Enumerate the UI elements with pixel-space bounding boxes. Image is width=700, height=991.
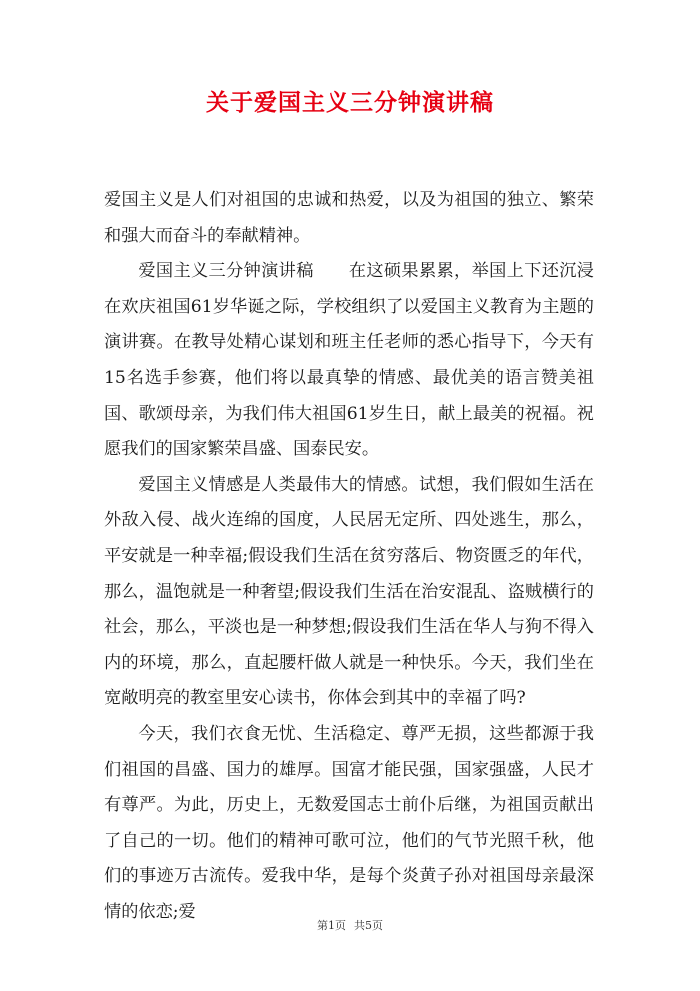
page-number: 第1页 (317, 919, 346, 932)
document-title: 关于爱国主义三分钟演讲稿 (206, 90, 494, 116)
paragraph-2: 爱国主义三分钟演讲稿 在这硕果累累，举国上下还沉浸在欢庆祖国61岁华诞之际，学校组织了以爱国主义教育为主题的演讲赛。在教导处精心谋划和班主任老师的悉心指导下，今天有15名选手参赛，他们将以最真挚的情感、最优美的语言赞美祖国、歌颂母亲，为我们伟大祖国61岁生日，献上最美的祝福。祝愿我们的国家繁荣昌盛、国泰民安。 (104, 261, 594, 460)
document-body (104, 183, 594, 930)
page-footer (0, 917, 700, 933)
paragraph-3: 爱国主义情感是人类最伟大的情感。试想，我们假如生活在外敌入侵、战火连绵的国度，人民居无定所、四处逃生，那么，平安就是一种幸福;假设我们生活在贫穷落后、物资匮乏的年代，那么，温饱就是一种奢望;假设我们生活在治安混乱、盗贼横行的社会，那么，平淡也是一种梦想;假设我们生活在华人与狗不得入内的环境，那么，直起腰杆做人就是一种快乐。今天，我们坐在宽敞明亮的教室里安心读书，你体会到其中的幸福了吗? (104, 474, 594, 709)
paragraph-1: 爱国主义是人们对祖国的忠诚和热爱，以及为祖国的独立、繁荣和强大而奋斗的奉献精神。 (104, 190, 594, 246)
page-total: 共5页 (354, 919, 383, 932)
paragraph-4: 今天，我们衣食无忧、生活稳定、尊严无损，这些都源于我们祖国的昌盛、国力的雄厚。国富才能民强，国家强盛，人民才有尊严。为此，历史上，无数爱国志士前仆后继，为祖国贡献出了自己的一切。他们的精神可歌可泣，他们的气节光照千秋，他们的事迹万古流传。爱我中华，是每个炎黄子孙对祖国母亲最深情的依恋;爱 (104, 723, 594, 922)
